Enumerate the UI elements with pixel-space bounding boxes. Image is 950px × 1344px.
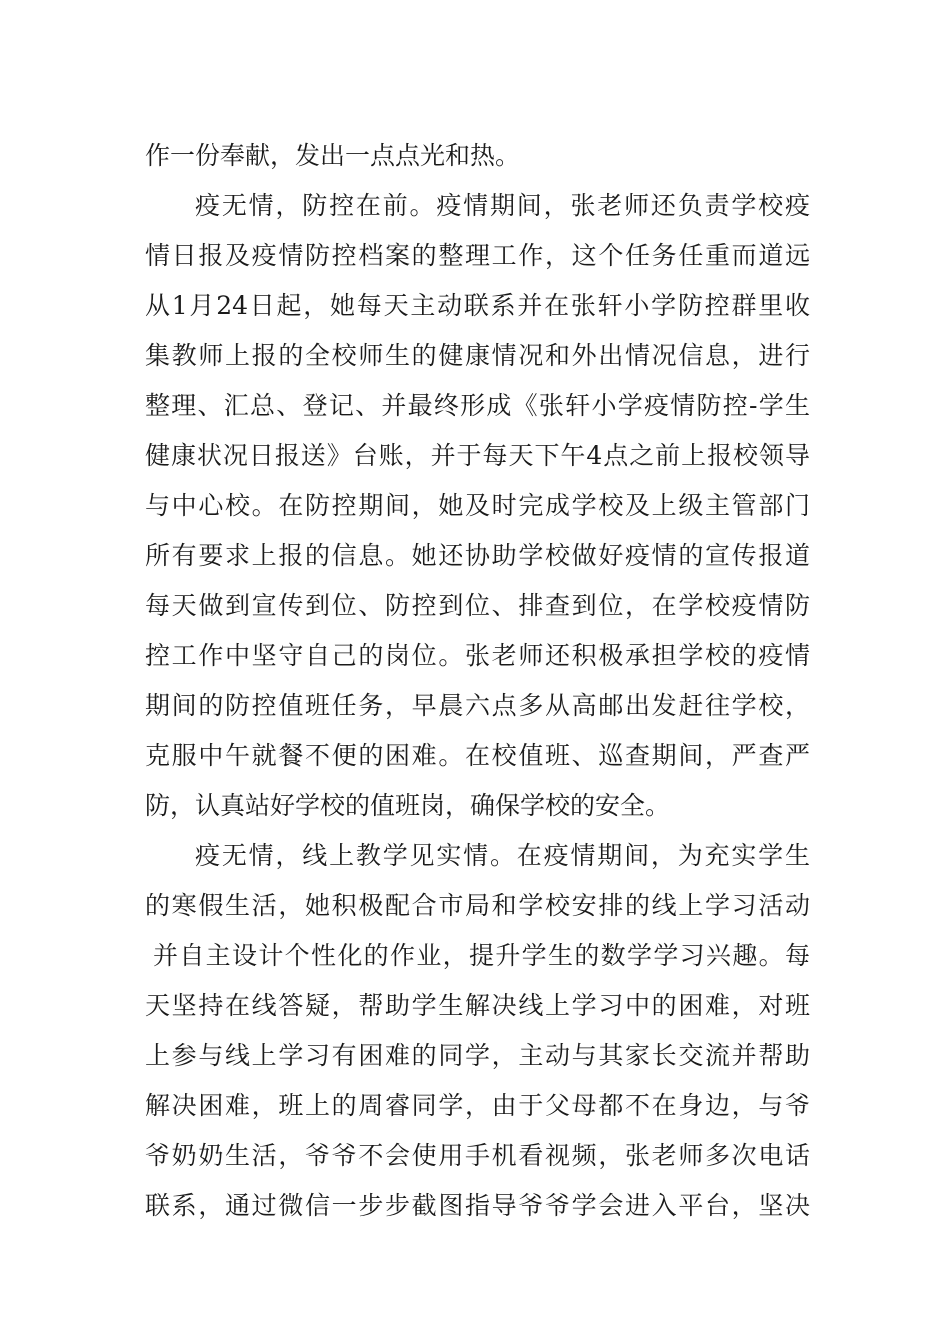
text-line: 所有要求上报的信息。她还协助学校做好疫情的宣传报道 bbox=[145, 541, 810, 570]
text-line: 健康状况日报送》台账，并于每天下午4点之前上报校领导 bbox=[145, 441, 810, 470]
text-line: 控工作中坚守自己的岗位。张老师还积极承担学校的疫情 bbox=[145, 641, 810, 670]
text-line: 解决困难，班上的周睿同学，由于父母都不在身边，与爷 bbox=[145, 1091, 810, 1120]
text-line: 联系，通过微信一步步截图指导爷爷学会进入平台，坚决 bbox=[145, 1191, 810, 1220]
text-line: 每天做到宣传到位、防控到位、排查到位，在学校疫情防 bbox=[145, 591, 810, 620]
text-line: 的寒假生活，她积极配合市局和学校安排的线上学习活动 bbox=[145, 891, 810, 920]
text-line: 天坚持在线答疑，帮助学生解决线上学习中的困难，对班 bbox=[145, 991, 810, 1020]
text-line: 克服中午就餐不便的困难。在校值班、巡查期间，严查严 bbox=[145, 741, 810, 770]
text-line: 期间的防控值班任务，早晨六点多从高邮出发赶往学校， bbox=[145, 691, 810, 720]
text-line: 与中心校。在防控期间，她及时完成学校及上级主管部门 bbox=[145, 491, 810, 520]
paragraph-first-line: 疫无情，防控在前。疫情期间，张老师还负责学校疫 bbox=[195, 191, 810, 220]
text-line: 爷奶奶生活，爷爷不会使用手机看视频，张老师多次电话 bbox=[145, 1141, 810, 1170]
text-line: 防，认真站好学校的值班岗，确保学校的安全。 bbox=[145, 791, 671, 820]
text-line: 作一份奉献，发出一点点光和热。 bbox=[145, 141, 521, 170]
text-line: 并自主设计个性化的作业，提升学生的数学学习兴趣。每 bbox=[153, 941, 810, 970]
body-text bbox=[145, 131, 810, 1231]
paragraph-first-line: 疫无情，线上教学见实情。在疫情期间，为充实学生 bbox=[195, 841, 810, 870]
text-line: 从1月24日起，她每天主动联系并在张轩小学防控群里收 bbox=[145, 291, 810, 320]
text-line: 整理、汇总、登记、并最终形成《张轩小学疫情防控-学生 bbox=[145, 391, 810, 420]
text-line: 上参与线上学习有困难的同学，主动与其家长交流并帮助 bbox=[145, 1041, 810, 1070]
text-line: 集教师上报的全校师生的健康情况和外出情况信息，进行 bbox=[145, 341, 810, 370]
text-line: 情日报及疫情防控档案的整理工作，这个任务任重而道远 bbox=[145, 241, 810, 270]
